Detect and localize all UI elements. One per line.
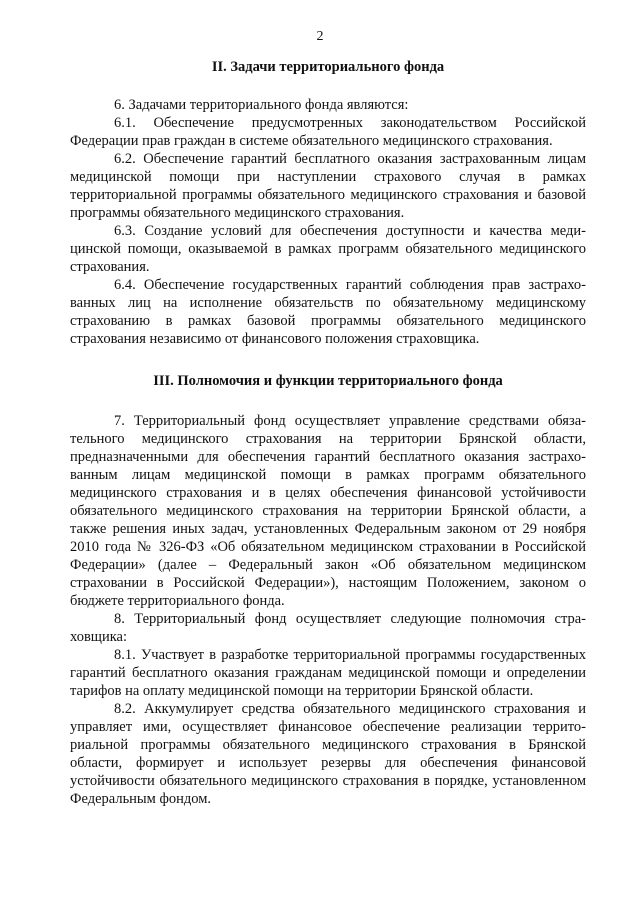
paragraph-6-3: 6.3. Создание условий для обеспечения доступности и качества медицинской помощи, оказываемой в рамках программ обязательного медицинского страхования. <box>70 223 586 275</box>
paragraph-8: 8. Территориальный фонд осуществляет следующие полномочия страховщика: <box>70 611 586 645</box>
paragraph-7: 7. Территориальный фонд осуществляет управление средствами обязательного медицинского страхования на территории Брянской области, предназначенными для обеспечения гарантий бесплатного оказания застрахованным лицам медицинской помощи в рамках программ обязательного медицинского страхования и в целях обеспечения финансовой устойчивости обязательного медицинского страхования на территории Брянской области, а также решения иных задач, установленных Федеральным законом от 29 ноября 2010 года № 326-ФЗ «Об обязательном медицинском страховании в Российской Федерации» (далее – Федеральный закон «Об обязательном медицинском страховании в Российской Федерации»), настоящим Положением, законом о бюджете территориального фонда. <box>70 413 586 609</box>
paragraph-6: 6. Задачами территориального фонда являются: <box>114 97 409 113</box>
paragraph-6-4: 6.4. Обеспечение государственных гарантий соблюдения прав застрахованных лиц на исполнение обязательств по обязательному медицинскому страхованию в рамках базовой программы обязательного медицинского страхования независимо от финансового положения страховщика. <box>70 277 586 347</box>
paragraph-6-2: 6.2. Обеспечение гарантий бесплатного оказания застрахованным лицам медицинской помощи при наступлении страхового случая в рамках территориальной программы обязательного медицинского страхования и базовой программы обязательного медицинского страхования. <box>70 151 586 221</box>
paragraph-8-2: 8.2. Аккумулирует средства обязательного медицинского страхования и управляет ими, осуществляет финансовое обеспечение реализации территориальной программы обязательного медицинского страхования в Брянской области, формирует и использует резервы для обеспечения финансовой устойчивости обязательного медицинского страхования в порядке, установленном Федеральным фондом. <box>70 701 586 807</box>
paragraph-6-1: 6.1. Обеспечение предусмотренных законодательством Российской Федерации прав граждан в системе обязательного медицинского страхования. <box>70 115 586 149</box>
paragraph-8-1: 8.1. Участвует в разработке территориальной программы государственных гарантий бесплатного оказания гражданам медицинской помощи и определении тарифов на оплату медицинской помощи на территории Брянской области. <box>70 647 586 699</box>
page-number: 2 <box>316 29 324 44</box>
document-body <box>70 58 586 808</box>
section-heading-powers: III. Полномочия и функции территориального фонда <box>153 373 503 389</box>
section-heading-tasks: II. Задачи территориального фонда <box>211 59 445 75</box>
